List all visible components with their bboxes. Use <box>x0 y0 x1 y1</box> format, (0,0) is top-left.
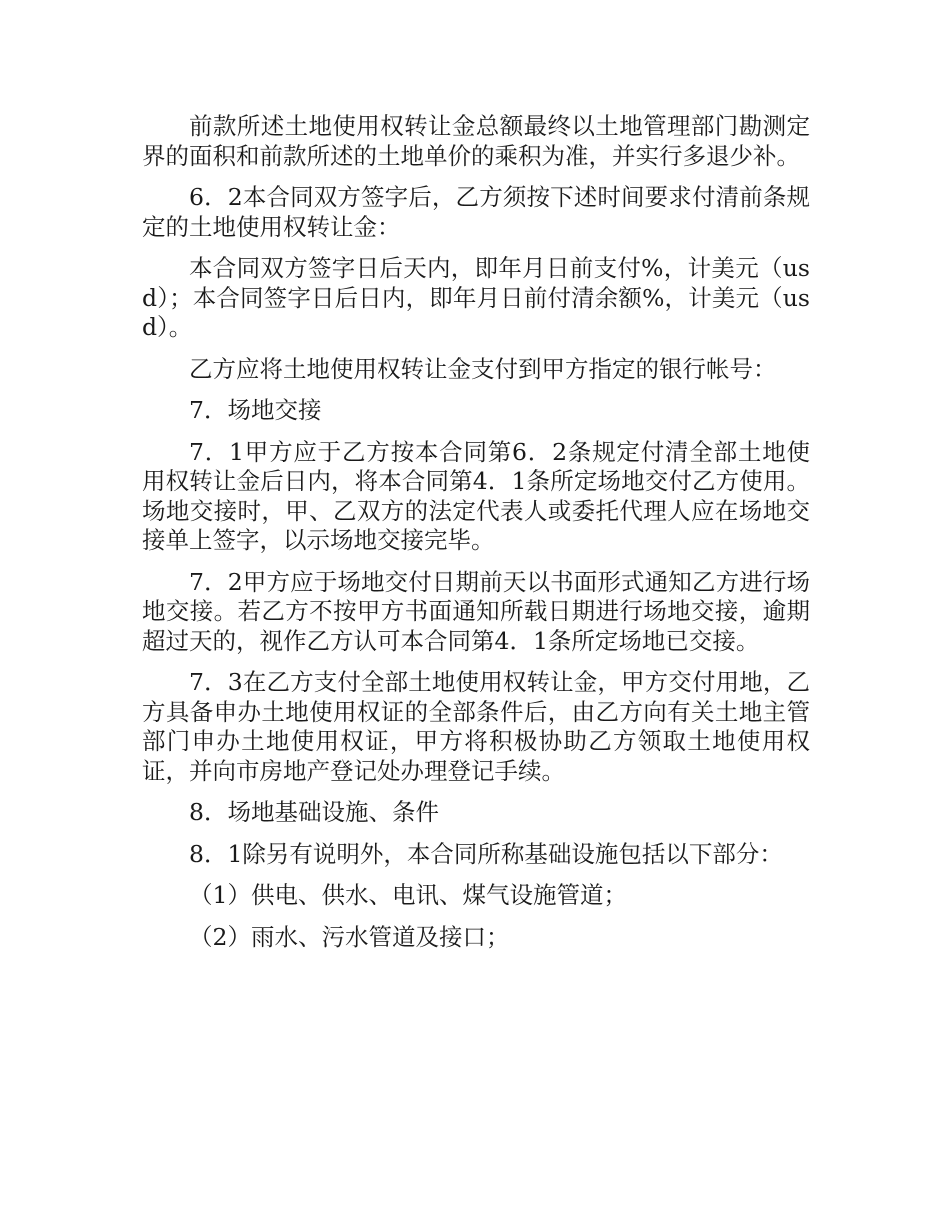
document-page <box>142 112 810 964</box>
paragraph-bank-account: 乙方应将土地使用权转让金支付到甲方指定的银行帐号： <box>189 354 777 383</box>
paragraph-7-3: 7．3在乙方支付全部土地使用权转让金，甲方交付用地，乙方具备申办土地使用权证的全部条件后，由乙方向有关土地主管部门申办土地使用权证，甲方将积极协助乙方领取土地使用权证，并向市房地产登记处办理登记手续。 <box>142 668 810 785</box>
list-item-2: （2）雨水、污水管道及接口； <box>189 922 510 951</box>
paragraph-8-1: 8．1除另有说明外，本合同所称基础设施包括以下部分： <box>189 839 783 868</box>
paragraph-6-2: 6．2本合同双方签字后，乙方须按下述时间要求付清前条规定的土地使用权转让金： <box>142 183 810 241</box>
paragraph-7-1: 7．1甲方应于乙方按本合同第6．2条规定付清全部土地使用权转让金后日内，将本合同第4．1条所定场地交付乙方使用。场地交接时，甲、乙双方的法定代表人或委托代理人应在场地交接单上签字，以示场地交接完毕。 <box>142 437 810 554</box>
heading-section-8: 8．场地基础设施、条件 <box>189 798 439 826</box>
paragraph-land-fee-total: 前款所述土地使用权转让金总额最终以土地管理部门勘测定界的面积和前款所述的土地单价的乘积为准，并实行多退少补。 <box>142 112 810 170</box>
paragraph-payment-schedule: 本合同双方签字日后天内，即年月日前支付%，计美元（usd）；本合同签字日后日内，即年月日前付清余额%，计美元（usd）。 <box>142 254 810 341</box>
paragraph-7-2: 7．2甲方应于场地交付日期前天以书面形式通知乙方进行场地交接。若乙方不按甲方书面通知所载日期进行场地交接，逾期超过天的，视作乙方认可本合同第4．1条所定场地已交接。 <box>142 567 810 655</box>
heading-section-7: 7．场地交接 <box>189 396 322 424</box>
list-item-1: （1）供电、供水、电讯、煤气设施管道； <box>189 881 627 909</box>
